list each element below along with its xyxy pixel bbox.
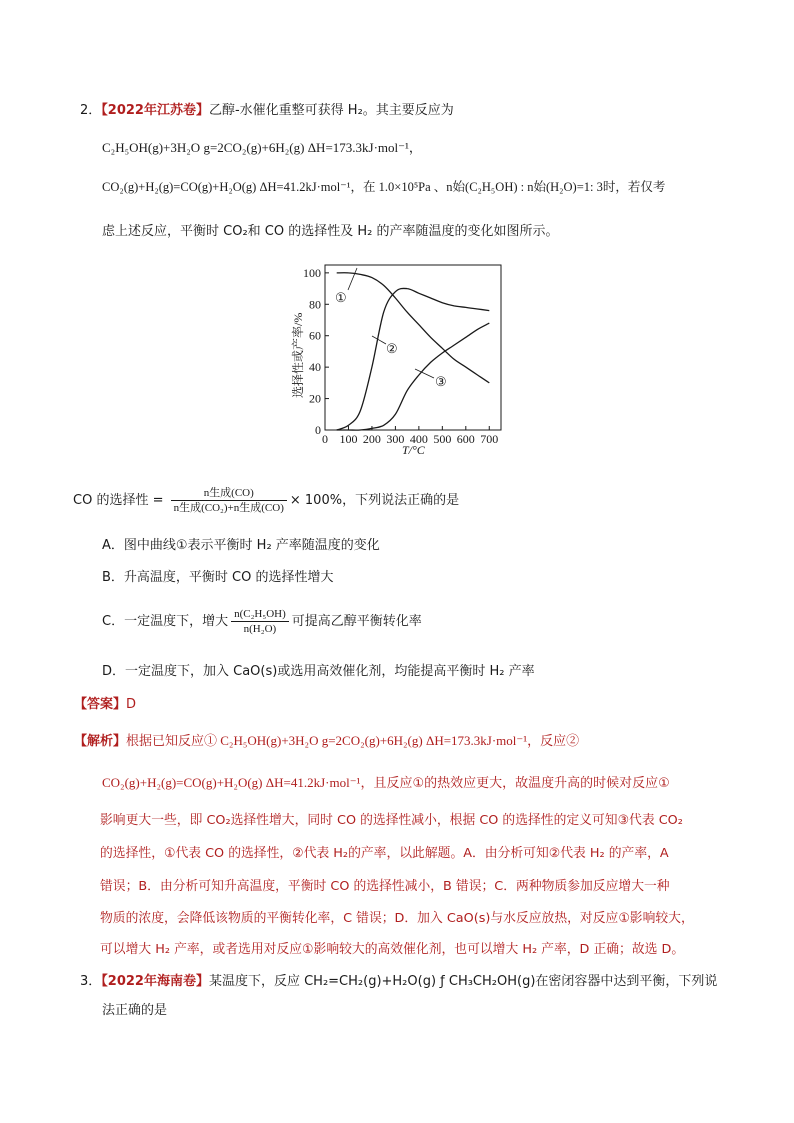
option-c-fraction bbox=[231, 607, 289, 636]
x-tick-label: 300 bbox=[386, 432, 405, 446]
selectivity-fraction bbox=[171, 486, 287, 515]
selectivity-prefix: CO 的选择性 = bbox=[73, 493, 168, 508]
x-tick-label: 700 bbox=[480, 432, 499, 446]
selectivity-denominator: n生成(CO₂)+n生成(CO) bbox=[173, 502, 284, 514]
analysis-line-3: 影响更大一些，即 CO₂选择性增大，同时 CO 的选择性减小，根据 CO 的选择性的定义可知③代表 CO₂ bbox=[100, 813, 683, 828]
question-number: 2． bbox=[80, 103, 102, 118]
x-tick-label: 400 bbox=[409, 432, 428, 446]
option-c-prefix: C．一定温度下，增大 bbox=[102, 614, 229, 629]
source-tag: 【2022年江苏卷】 bbox=[101, 103, 209, 118]
option-c-denominator: n(H₂O) bbox=[243, 623, 277, 635]
reaction-2: CO₂(g)+H₂(g)=CO(g)+H₂O(g) ΔH=41.2kJ·mol⁻¹，在 1.0×10⁵Pa 、n始(C₂H₅OH) : n始(H₂O)=1: 3时，若仅考 bbox=[102, 180, 666, 194]
option-c bbox=[102, 607, 422, 636]
curve-label-1: ① bbox=[335, 290, 347, 305]
question-3-text: 某温度下，反应 CH₂=CH₂(g)+H₂O(g) ƒ CH₃CH₂OH(g)在密闭容器中达到平衡，下列说 bbox=[208, 974, 718, 989]
answer-value: D bbox=[126, 697, 137, 712]
reaction-1: C₂H₅OH(g)+3H₂O g=2CO₂(g)+6H₂(g) ΔH=173.3kJ·mol⁻¹， bbox=[102, 140, 422, 155]
y-tick-label: 20 bbox=[309, 391, 321, 406]
x-tick-label: 600 bbox=[456, 432, 475, 446]
selectivity-yield-chart bbox=[282, 258, 517, 458]
y-tick-label: 40 bbox=[309, 360, 321, 375]
question-3-source: 【2022年海南卷】 bbox=[101, 974, 209, 989]
series-line-3 bbox=[337, 323, 490, 430]
analysis-line-6: 物质的浓度，会降低该物质的平衡转化率，C 错误；D．加入 CaO(s)与水反应放热，对反应①影响较大， bbox=[100, 911, 694, 926]
selectivity-definition bbox=[73, 486, 459, 515]
x-tick-label: 0 bbox=[322, 432, 328, 446]
option-c-numerator: n(C₂H₅OH) bbox=[231, 607, 289, 622]
question-3-header bbox=[80, 972, 717, 992]
curve-label-3: ③ bbox=[435, 374, 447, 389]
option-d: D．一定温度下，加入 CaO(s)或选用高效催化剂，均能提高平衡时 H₂ 产率 bbox=[102, 664, 535, 679]
option-a: A．图中曲线①表示平衡时 H₂ 产率随温度的变化 bbox=[102, 538, 380, 553]
y-axis-label: 选择性或产率/% bbox=[291, 312, 305, 398]
y-tick-label: 0 bbox=[315, 423, 321, 437]
y-tick-label: 60 bbox=[309, 328, 321, 343]
series-line-1 bbox=[337, 273, 490, 383]
analysis-text-1: 根据已知反应① C₂H₅OH(g)+3H₂O g=2CO₂(g)+6H₂(g) ΔH=173.3kJ·mol⁻¹，反应② bbox=[126, 733, 580, 748]
question-intro: 乙醇-水催化重整可获得 H₂。其主要反应为 bbox=[208, 103, 454, 118]
y-tick-label: 80 bbox=[309, 297, 321, 312]
analysis-line-2 bbox=[102, 773, 670, 794]
selectivity-numerator: n生成(CO) bbox=[171, 486, 287, 501]
option-c-suffix: 可提高乙醇平衡转化率 bbox=[291, 614, 422, 629]
x-axis-label: T/°C bbox=[402, 443, 425, 457]
series-line-2 bbox=[337, 288, 490, 430]
analysis-line-4: 的选择性，①代表 CO 的选择性，②代表 H₂的产率，以此解题。A．由分析可知②代表 H₂ 的产率，A bbox=[100, 846, 669, 861]
analysis-line-1 bbox=[74, 731, 579, 752]
option-b: B．升高温度，平衡时 CO 的选择性增大 bbox=[102, 570, 334, 585]
answer-label: 【答案】 bbox=[74, 697, 127, 712]
x-tick-label: 500 bbox=[433, 432, 452, 446]
curve-leader-1 bbox=[348, 268, 357, 290]
question-3-number: 3． bbox=[80, 974, 102, 989]
question-context: 虑上述反应，平衡时 CO₂和 CO 的选择性及 H₂ 的产率随温度的变化如图所示。 bbox=[102, 224, 559, 239]
analysis-reaction-2: CO₂(g)+H₂(g)=CO(g)+H₂O(g) ΔH=41.2kJ·mol⁻¹， bbox=[102, 775, 374, 790]
analysis-text-2: 且反应①的热效应更大，故温度升高的时候对反应① bbox=[373, 776, 670, 791]
curve-label-2: ② bbox=[386, 341, 398, 356]
question-3-text-cont: 法正确的是 bbox=[102, 1003, 168, 1018]
selectivity-suffix: × 100%，下列说法正确的是 bbox=[289, 493, 460, 508]
analysis-line-7: 可以增大 H₂ 产率，或者选用对反应①影响较大的高效催化剂，也可以增大 H₂ 产率，D 正确；故选 D。 bbox=[100, 942, 685, 957]
y-tick-label: 100 bbox=[303, 265, 321, 280]
answer-line bbox=[74, 695, 136, 715]
x-tick-label: 200 bbox=[362, 432, 381, 446]
analysis-label: 【解析】 bbox=[74, 734, 127, 749]
question-2-header bbox=[80, 101, 454, 121]
analysis-line-5: 错误；B．由分析可知升高温度，平衡时 CO 的选择性减小，B 错误；C．两种物质参加反应增大一种 bbox=[100, 879, 670, 894]
curve-leader-2 bbox=[372, 336, 386, 344]
x-tick-label: 100 bbox=[339, 432, 358, 446]
